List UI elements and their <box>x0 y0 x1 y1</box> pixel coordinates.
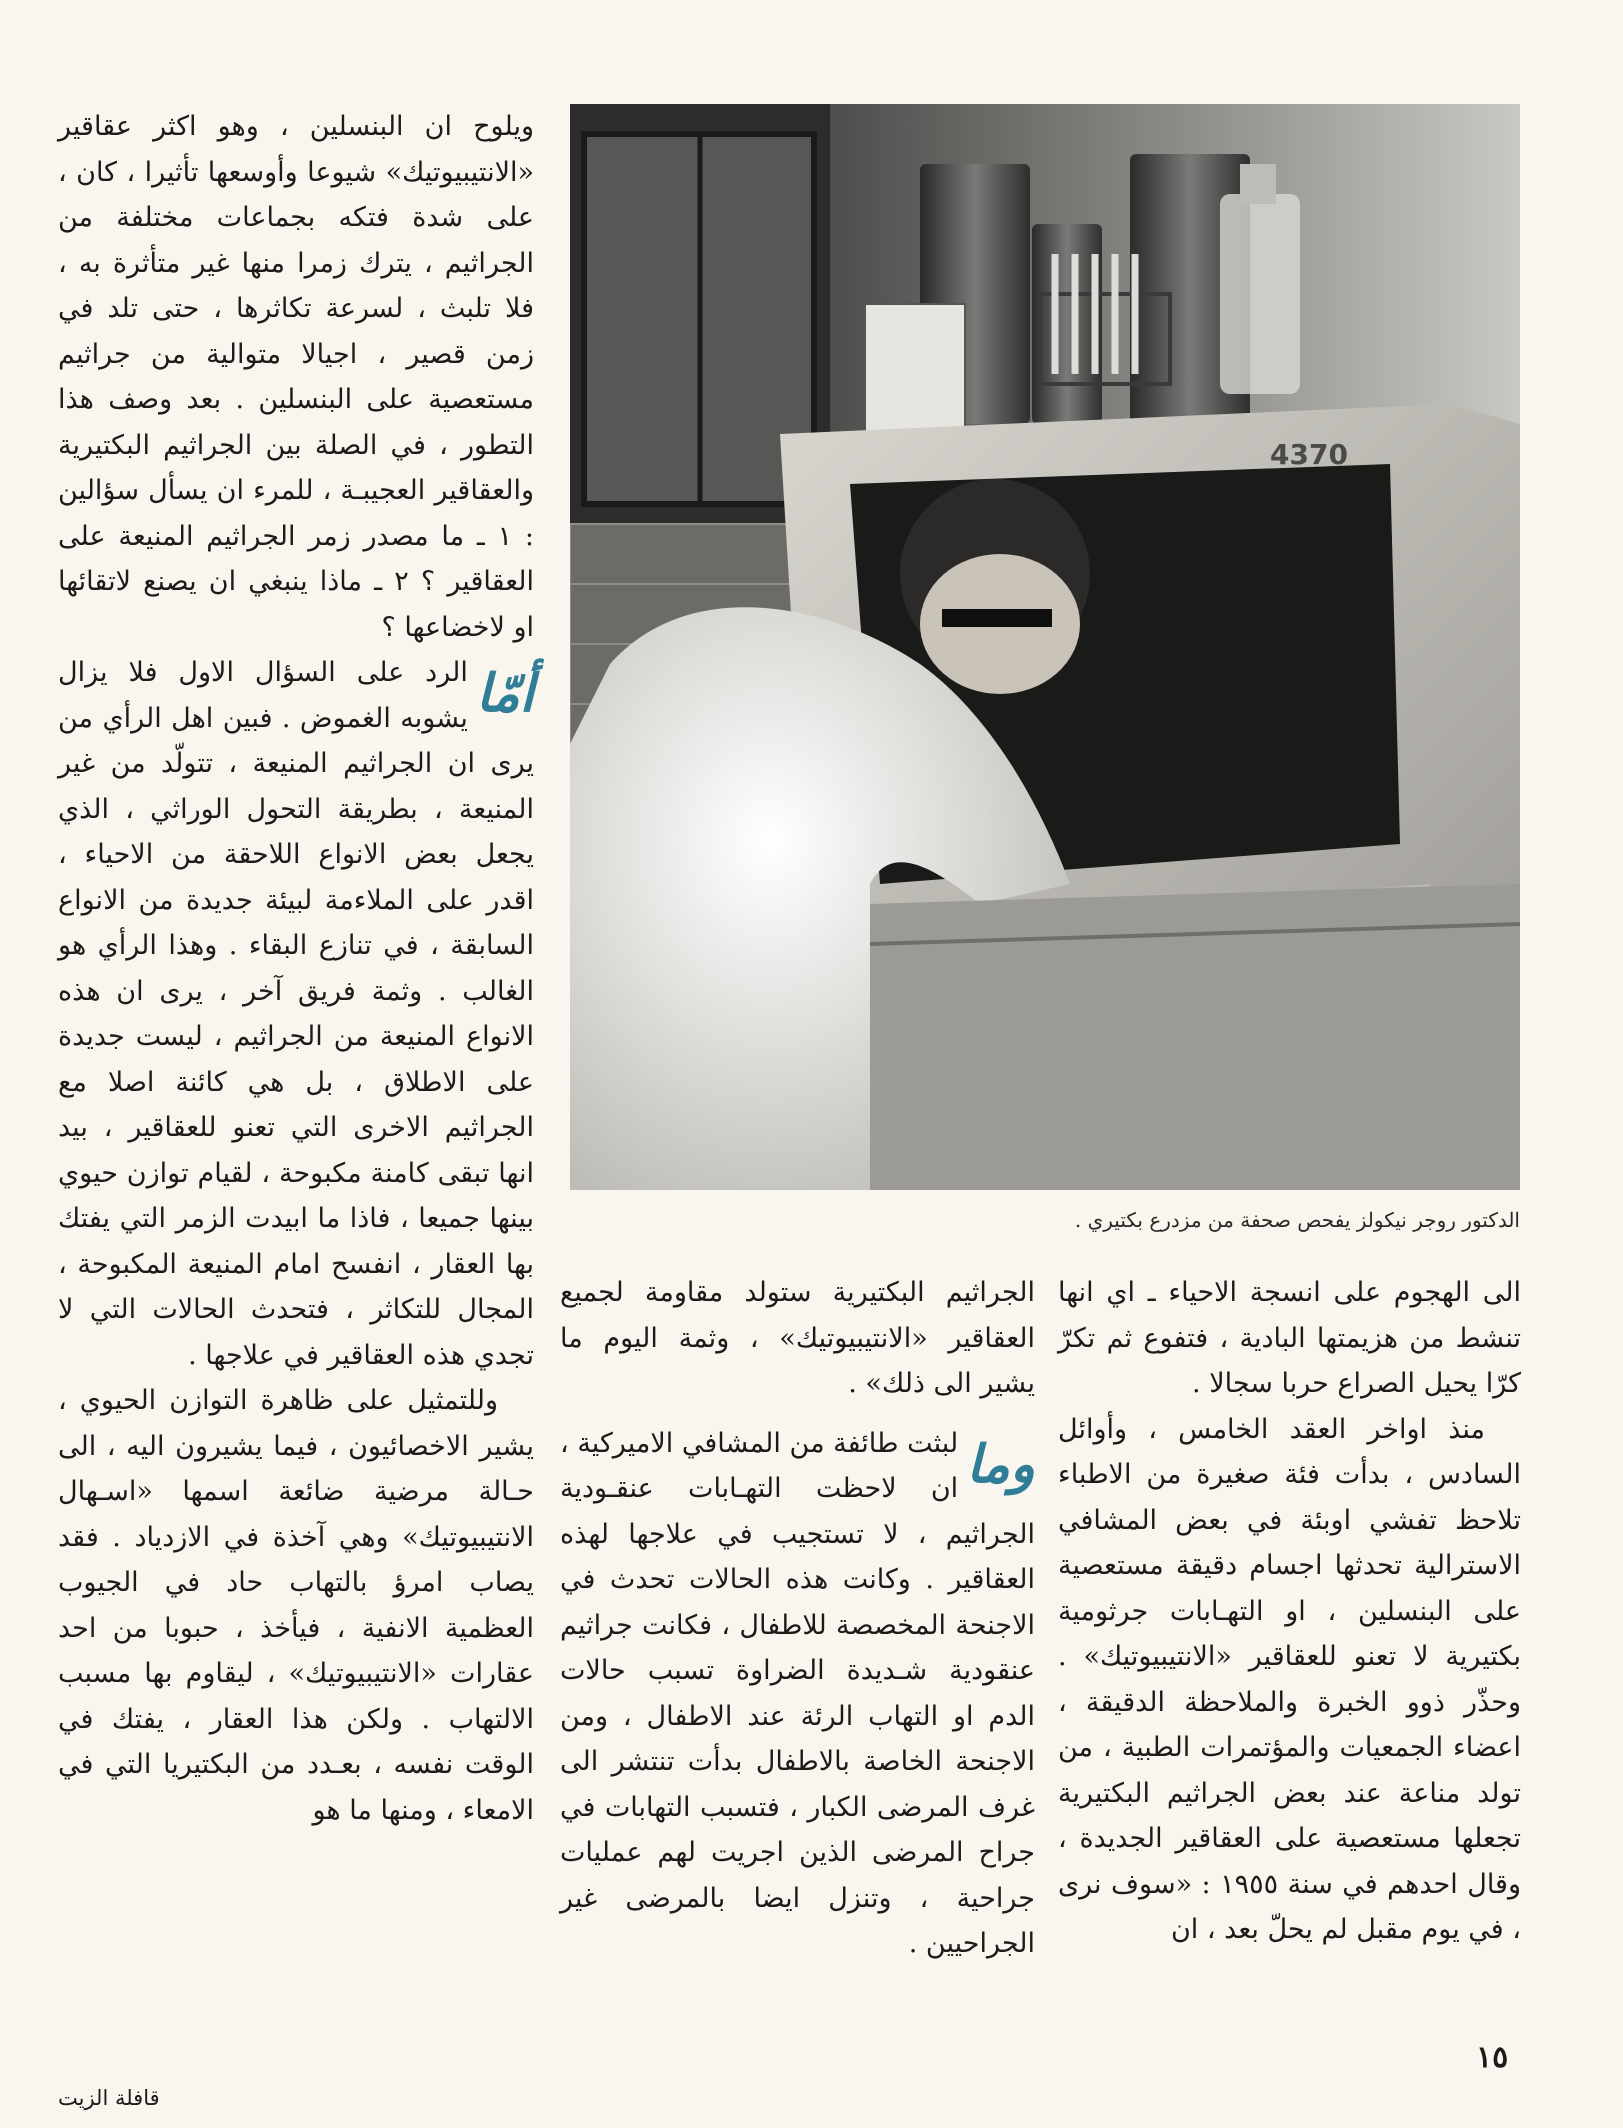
dropcap-word: وما <box>966 1433 1035 1495</box>
article-column-left <box>1058 1270 1521 1953</box>
article-paragraph-text: لبثت طائفة من المشافي الاميركية ، ان لاحظت التهـابات عنقـودية الجراثيم ، لا تستجيب في علاجها لهذه العقاقير . وكانت هذه الحالات تحدث في الاجنحة المخصصة للاطفال ، فكانت جراثيم عنقودية شـديدة الضراوة تسبب حالات الدم او التهاب الرئة عند الاطفال ، ومن الاجنحة الخاصة بالاطفال بدأت تنتشر الى غرف المرضى الكبار ، فتسبب التهابات في جراح المرضى الذين اجريت لهم عمليات جراحية ، وتنزل ايضا بالمرضى غير الجراحيين . <box>560 1427 1035 1959</box>
dropcap-word: أمّا <box>475 663 534 724</box>
article-paragraph <box>58 650 534 1378</box>
cabinet-number: 4370 <box>1270 438 1348 471</box>
article-paragraph: ويلوح ان البنسلين ، وهو اكثر عقاقير «الانتيبيوتيك» شيوعا وأوسعها تأثيرا ، كان ، على شدة فتكه بجماعات مختلفة من الجراثيم ، يترك زمرا منها غير متأثرة به ، فلا تلبث ، لسرعة تكاثرها ، حتى تلد في زمن قصير ، اجيالا متوالية من جراثيم مستعصية على البنسلين . بعد وصف هذا التطور ، في الصلة بين الجراثيم البكتيرية والعقاقير العجيبـة ، للمرء ان يسأل سؤالين : ١ ـ ما مصدر زمر الجراثيم المنيعة على العقاقير ؟ ٢ ـ ماذا ينبغي ان يصنع لاتقائها او لاخضاعها ؟ <box>58 111 535 643</box>
article-column-middle <box>560 1270 1035 1967</box>
article-paragraph-text: الرد على السؤال الاول فلا يزال يشوبه الغموض . فبين اهل الرأي من يرى ان الجراثيم المنيعة ، تتولّد من غير المنيعة ، بطريقة التحول الوراثي ، الذي يجعل بعض الانواع اللاحقة من الاحياء ، اقدر على الملاءمة لبيئة جديدة من الانواع السابقة ، في تنازع البقاء . وهذا الرأي هو الغالب . وثمة فريق آخر ، يرى ان هذه الانواع المنيعة من الجراثيم ، ليست جديدة على الاطلاق ، بل هي كائنة اصلا مع الجراثيم الاخرى التي تعنو للعقاقير ، بيد انها تبقى كامنة مكبوحة ، لقيام توازن حيوي بينها جميعا ، فاذا ما ابيدت الزمر التي يفتك بها العقار ، انفسح امام المنيعة المكبوحة ، المجال للتكاثر ، فتحدث الحالات التي لا تجدي هذه العقاقير في علاجها . <box>58 657 534 1371</box>
page-number: ١٥ <box>1476 2040 1509 2075</box>
article-paragraph <box>560 1421 1035 1967</box>
lab-photo <box>570 104 1520 1190</box>
magazine-name: قافلة الزيت <box>58 2086 160 2110</box>
photo-caption: الدكتور روجر نيكولز يفحص صحفة من مزدرع بكتيري . <box>1074 1208 1520 1232</box>
article-paragraph: الجراثيم البكتيرية ستولد مقاومة لجميع العقاقير «الانتيبيوتيك» ، وثمة اليوم ما يشير الى ذلك» . <box>560 1277 1035 1399</box>
article-paragraph: وللتمثيل على ظاهرة التوازن الحيوي ، يشير الاخصائيون ، فيما يشيرون اليه ، الى حـالة مرضية ضائعة اسمها «اسـهال الانتيبيوتيك» وهي آخذة في الازدياد . فقد يصاب امرؤ بالتهاب حاد في الجيوب العظمية الانفية ، فيأخذ ، حبوبا من احد عقارات «الانتيبيوتيك» ، ليقاوم بها مسبب الالتهاب . ولكن هذا العقار ، يفتك في الوقت نفسه ، بعـدد من البكتيريا التي في الامعاء ، ومنها ما هو <box>58 1385 534 1826</box>
article-paragraph: الى الهجوم على انسجة الاحياء ـ اي انها تنشط من هزيمتها البادية ، فتفوع ثم تكرّ كرّا يحيل الصراع حربا سجالا . <box>1058 1277 1521 1399</box>
article-paragraph: منذ اواخر العقد الخامس ، وأوائل السادس ، بدأت فئة صغيرة من الاطباء تلاحظ تفشي اوبئة في بعض المشافي الاسترالية تحدثها اجسام دقيقة مستعصية على البنسلين ، او التهـابات جرثومية بكتيرية لا تعنو للعقاقير «الانتيبيوتيك» . وحذّر ذوو الخبرة والملاحظة الدقيقة ، اعضاء الجمعيات والمؤتمرات الطبية ، من تولد مناعة عند بعض الجراثيم البكتيرية تجعلها مستعصية على العقاقير الجديدة ، وقال احدهم في سنة ١٩٥٥ : «سوف نرى ، في يوم مقبل لم يحلّ بعد ، ان <box>1058 1413 1521 1945</box>
article-column-right <box>58 104 534 1833</box>
